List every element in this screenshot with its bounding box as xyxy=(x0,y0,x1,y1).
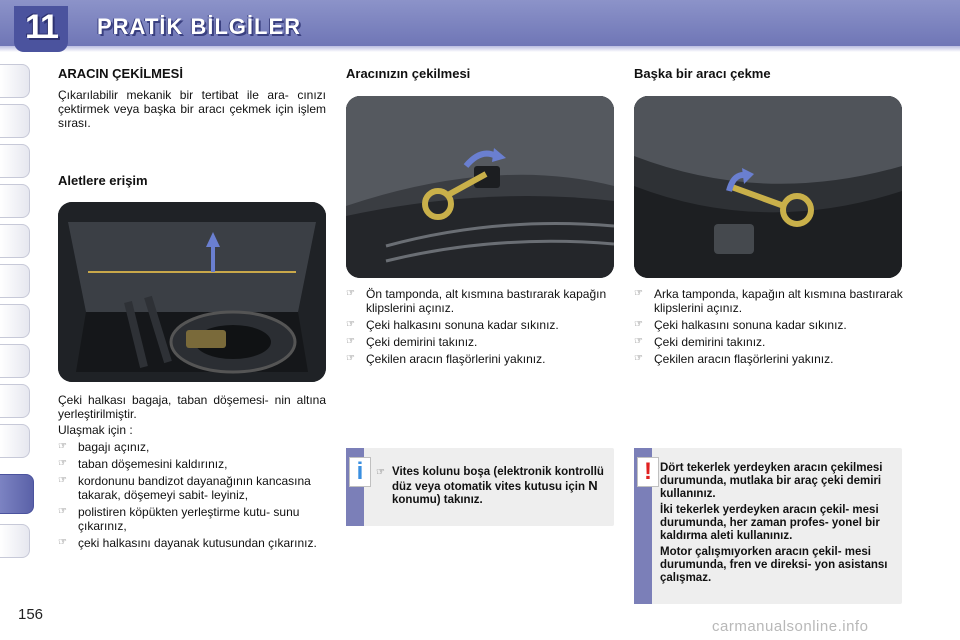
warning-paragraph: İki tekerlek yerdeyken aracın çekil- mesi durumunda, her zaman profes- yonel bir kaldırma aleti kullanınız. xyxy=(660,504,880,542)
access-label: Ulaşmak için : xyxy=(58,423,133,437)
trunk-photo xyxy=(58,202,326,382)
warning-note-box xyxy=(634,448,902,604)
list-item xyxy=(346,287,616,315)
front-bumper-photo xyxy=(346,96,614,278)
bullet-icon: ☞ xyxy=(346,336,355,347)
list-item-text: polistiren köpükten yerleştirme kutu- sunu çıkarınız, xyxy=(78,505,300,533)
bullet-icon: ☞ xyxy=(634,319,643,330)
warning-icon: ! xyxy=(637,457,659,487)
bullet-icon: ☞ xyxy=(58,458,67,469)
thumb-tab xyxy=(0,424,30,458)
list-item xyxy=(58,505,326,533)
rear-bumper-photo xyxy=(634,96,902,278)
info-note-box xyxy=(346,448,614,526)
bullet-icon: ☞ xyxy=(58,441,67,452)
bullet-icon: ☞ xyxy=(58,506,67,517)
header-shadow xyxy=(0,46,960,52)
bullet-icon: ☞ xyxy=(346,288,355,299)
bullet-icon: ☞ xyxy=(634,336,643,347)
list-item-text: Arka tamponda, kapağın alt kısmına bastırarak klipslerini açınız. xyxy=(654,287,903,315)
access-steps-list xyxy=(58,440,326,553)
thumb-tab xyxy=(0,264,30,298)
heading-tool-access: Aletlere erişim xyxy=(58,173,148,188)
thumb-tab-active xyxy=(0,474,34,514)
bullet-icon: ☞ xyxy=(634,288,643,299)
list-item xyxy=(634,287,904,315)
thumb-tab xyxy=(0,144,30,178)
thumb-tab xyxy=(0,524,30,558)
list-item-text: Çeki halkasını sonuna kadar sıkınız. xyxy=(654,318,847,332)
list-item xyxy=(58,536,326,550)
thumb-tab xyxy=(0,64,30,98)
list-item xyxy=(58,440,326,454)
bullet-icon: ☞ xyxy=(346,319,355,330)
list-item-text: Çeki halkasını sonuna kadar sıkınız. xyxy=(366,318,559,332)
page-title: PRATİK BİLGİLER xyxy=(97,14,302,39)
list-item-text: taban döşemesini kaldırınız, xyxy=(78,457,228,471)
list-item xyxy=(58,457,326,471)
bullet-icon: ☞ xyxy=(634,353,643,364)
tool-location-text: Çeki halkası bagaja, taban döşemesi- nin altına yerleştirilmiştir. xyxy=(58,393,326,421)
section-title-towing: ARACIN ÇEKİLMESİ xyxy=(58,66,183,81)
list-item-text: Çeki demirini takınız. xyxy=(654,335,766,349)
thumb-tab xyxy=(0,184,30,218)
heading-towing-another: Başka bir aracı çekme xyxy=(634,66,771,81)
list-item xyxy=(634,352,904,366)
list-item-text: Çeki demirini takınız. xyxy=(366,335,478,349)
list-item xyxy=(346,318,616,332)
bullet-icon: ☞ xyxy=(376,467,385,478)
thumb-tab xyxy=(0,344,30,378)
list-item-text: çeki halkasını dayanak kutusundan çıkarınız. xyxy=(78,536,317,550)
chapter-number: 11 xyxy=(25,8,57,46)
list-item xyxy=(346,335,616,349)
list-item-text: kordonunu bandizot dayanağının kancasına takarak, döşemeyi sabit- leyiniz, xyxy=(78,474,311,502)
heading-being-towed: Aracınızın çekilmesi xyxy=(346,66,471,81)
list-item xyxy=(346,352,616,366)
info-note-text: Vites kolunu boşa (elektronik kontrollü düz veya otomatik vites kutusu için N konumu) takınız. xyxy=(392,466,604,506)
list-item xyxy=(634,335,904,349)
towing-intro: Çıkarılabilir mekanik bir tertibat ile ara- cınızı çektirmek veya başka bir aracı çekmek için işlem sırası. xyxy=(58,88,326,130)
warning-paragraph: Dört tekerlek yerdeyken aracın çekilmesi durumunda, mutlaka bir araç çeki demiri kullanınız. xyxy=(660,462,883,500)
watermark: carmanualsonline.info xyxy=(712,618,869,635)
towing-steps-list xyxy=(634,287,904,369)
thumb-tab xyxy=(0,224,30,258)
list-item-text: bagajı açınız, xyxy=(78,440,150,454)
list-item-text: Ön tamponda, alt kısmına bastırarak kapağın klipslerini açınız. xyxy=(366,287,607,315)
thumb-tab xyxy=(0,304,30,338)
thumb-tab xyxy=(0,104,30,138)
list-item-text: Çekilen aracın flaşörlerini yakınız. xyxy=(654,352,834,366)
list-item xyxy=(634,318,904,332)
thumb-tab xyxy=(0,384,30,418)
bullet-icon: ☞ xyxy=(58,537,67,548)
bullet-icon: ☞ xyxy=(346,353,355,364)
page-number: 156 xyxy=(18,606,44,623)
bullet-icon: ☞ xyxy=(58,475,67,486)
info-icon: i xyxy=(349,457,371,487)
towed-steps-list xyxy=(346,287,616,369)
list-item xyxy=(58,474,326,502)
list-item-text: Çekilen aracın flaşörlerini yakınız. xyxy=(366,352,546,366)
warning-paragraph: Motor çalışmıyorken aracın çekil- mesi durumunda, fren ve direksi- yon asistansı çalışmaz. xyxy=(660,546,888,584)
